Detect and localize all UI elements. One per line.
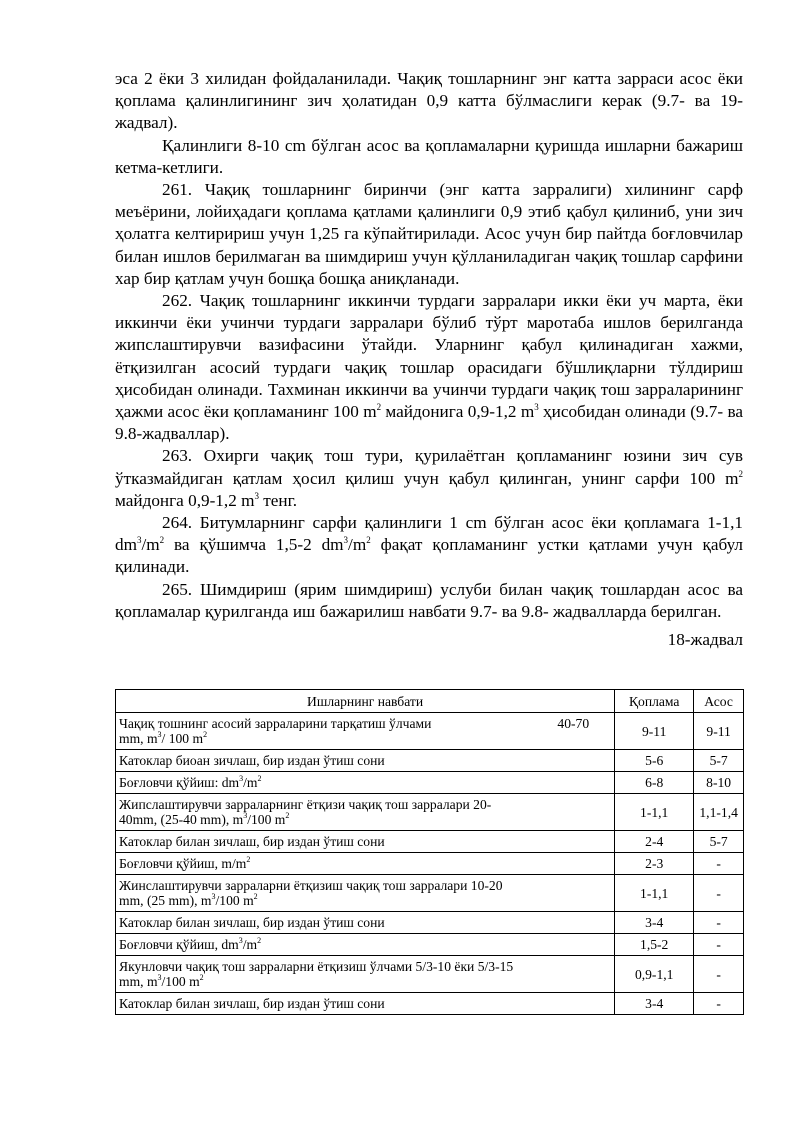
work-description-cell: Катоклар билан зичлаш, бир издан ўтиш сони bbox=[116, 912, 615, 934]
text-paragraphs bbox=[115, 68, 743, 623]
table-row bbox=[116, 993, 744, 1015]
work-description-cell: Катоклар биоан зичлаш, бир издан ўтиш сони bbox=[116, 750, 615, 772]
table-header-row bbox=[116, 690, 744, 713]
coating-value-cell: 2-3 bbox=[615, 853, 694, 875]
work-description-cell: Жипслаштирувчи зарраларнинг ётқизи чақиқ тош зарралари 20- 40mm, (25-40 mm), $m^3/100$ $m^2$ bbox=[116, 794, 615, 831]
base-value-cell: 1,1-1,4 bbox=[694, 794, 744, 831]
work-description-cell: Боғловчи қўйиш: $dm^3/m^2$ bbox=[116, 772, 615, 794]
base-value-cell: - bbox=[694, 993, 744, 1015]
coating-value-cell: 6-8 bbox=[615, 772, 694, 794]
base-value-cell: - bbox=[694, 956, 744, 993]
base-value-cell: 5-7 bbox=[694, 831, 744, 853]
coating-value-cell: 1,5-2 bbox=[615, 934, 694, 956]
header-coating: Қоплама bbox=[615, 690, 694, 713]
table-row bbox=[116, 750, 744, 772]
base-value-cell: 5-7 bbox=[694, 750, 744, 772]
coating-value-cell: 1-1,1 bbox=[615, 875, 694, 912]
base-value-cell: - bbox=[694, 853, 744, 875]
paragraph-2: 261. Чақиқ тошларнинг биринчи (энг катта зарралиги) хилининг сарф меъёрини, лойиҳадаги қоплама қатлами қалинлиги 0,9 этиб қабул қилиниб, уни зич ҳолатга келтиририш учун 1,25 га кўпайтирилади. Асос учун бир пайтда боғловчилар билан ишлов берилмаган ва шимдириш учун қўлланиладиган чақиқ тошлар сарфини хар бир қатлам учун бошқа бошқа аниқланади. bbox=[115, 180, 743, 288]
header-works-order: Ишларнинг навбати bbox=[116, 690, 615, 713]
coating-value-cell: 0,9-1,1 bbox=[615, 956, 694, 993]
work-description-cell: Чақиқ тошнинг асосий зарраларини тарқатиш ўлчами 40-70 mm, $m^3/$ 100 $m^2$ bbox=[116, 713, 615, 750]
work-description-cell: Боғловчи қўйиш, $dm^3/m^2$ bbox=[116, 934, 615, 956]
table-row bbox=[116, 713, 744, 750]
table-row bbox=[116, 794, 744, 831]
coating-value-cell: 3-4 bbox=[615, 993, 694, 1015]
table-row bbox=[116, 956, 744, 993]
table-row bbox=[116, 772, 744, 794]
table-row bbox=[116, 853, 744, 875]
base-value-cell: - bbox=[694, 934, 744, 956]
table-caption: 18-жадвал bbox=[667, 630, 743, 650]
work-description-cell: Катоклар билан зичлаш, бир издан ўтиш сони bbox=[116, 993, 615, 1015]
work-description-cell: Катоклар билан зичлаш, бир издан ўтиш сони bbox=[116, 831, 615, 853]
table-row bbox=[116, 934, 744, 956]
base-value-cell: 9-11 bbox=[694, 713, 744, 750]
paragraph-5: 264. Битумларнинг сарфи қалинлиги 1 cm бўлган асос ёки қопламага 1-1,1 $dm^3/m^2$ ва қўшимча 1,5-2 $dm^3/m^2$ фақат қопламанинг устки қатлами учун қабул қилинади. bbox=[115, 513, 743, 577]
coating-value-cell: 9-11 bbox=[615, 713, 694, 750]
header-base: Асос bbox=[694, 690, 744, 713]
paragraph-4: 263. Охирги чақиқ тош тури, қурилаётган қопламанинг юзини зич сув ўтказмайдиган қатлам ҳосил қилиш учун қабул қилинган, унинг сарфи 100 $m^2$ майдонга 0,9-1,2 $m^3$ тенг. bbox=[115, 446, 743, 510]
paragraph-0: эса 2 ёки 3 хилидан фойдаланилади. Чақиқ тошларнинг энг катта зарраси асос ёки қоплама қалинлигининг зич ҳолатидан 0,9 катта бўлмаслиги керак (9.7- ва 19-жадвал). bbox=[115, 69, 743, 133]
work-description-cell: Боғловчи қўйиш, $m/m^2$ bbox=[116, 853, 615, 875]
base-value-cell: - bbox=[694, 875, 744, 912]
work-description-cell: Якунловчи чақиқ тош зарраларни ётқизиш ўлчами 5/3-10 ёки 5/3-15 mm, $m^3/100$ $m^2$ bbox=[116, 956, 615, 993]
coating-value-cell: 3-4 bbox=[615, 912, 694, 934]
table-row bbox=[116, 875, 744, 912]
base-value-cell: 8-10 bbox=[694, 772, 744, 794]
coating-value-cell: 5-6 bbox=[615, 750, 694, 772]
coating-value-cell: 1-1,1 bbox=[615, 794, 694, 831]
paragraph-1: Қалинлиги 8-10 cm бўлган асос ва қопламаларни қуришда ишларни бажариш кетма-кетлиги. bbox=[115, 135, 743, 177]
work-description-cell: Жинслаштирувчи зарраларни ётқизиш чақиқ тош зарралари 10-20 mm, (25 mm), $m^3/100$ $m^2$ bbox=[116, 875, 615, 912]
coating-value-cell: 2-4 bbox=[615, 831, 694, 853]
paragraph-6: 265. Шимдириш (ярим шимдириш) услуби билан чақиқ тошлардан асос ва қопламалар қурилганда иш бажарилиш навбати 9.7- ва 9.8- жадвалларда берилган. bbox=[115, 579, 743, 621]
table-row bbox=[116, 912, 744, 934]
table-row bbox=[116, 831, 744, 853]
base-value-cell: - bbox=[694, 912, 744, 934]
works-order-table bbox=[115, 689, 744, 1015]
paragraph-3: 262. Чақиқ тошларнинг иккинчи турдаги зарралари икки ёки уч марта, ёки иккинчи ёки учинчи турдаги зарралари бўлиб тўрт маротаба ишлов берилганда жипслаштирувчи вазифасини ўтайди. Уларнинг қабул қилинадиган хажми, ётқизилган асосий турдаги чақиқ тошлар орасидаги бўшлиқларни тўлдириш ҳисобидан олинади. Тахминан иккинчи ва учинчи турдаги чақиқ тош зарраларининг ҳажми асос ёки қопламанинг 100 $m^2$ майдонига 0,9-1,2 $m^3$ ҳисобидан олинади (9.7- ва 9.8-жадваллар). bbox=[115, 291, 743, 444]
document-body bbox=[115, 68, 743, 651]
table-body bbox=[116, 713, 744, 1015]
